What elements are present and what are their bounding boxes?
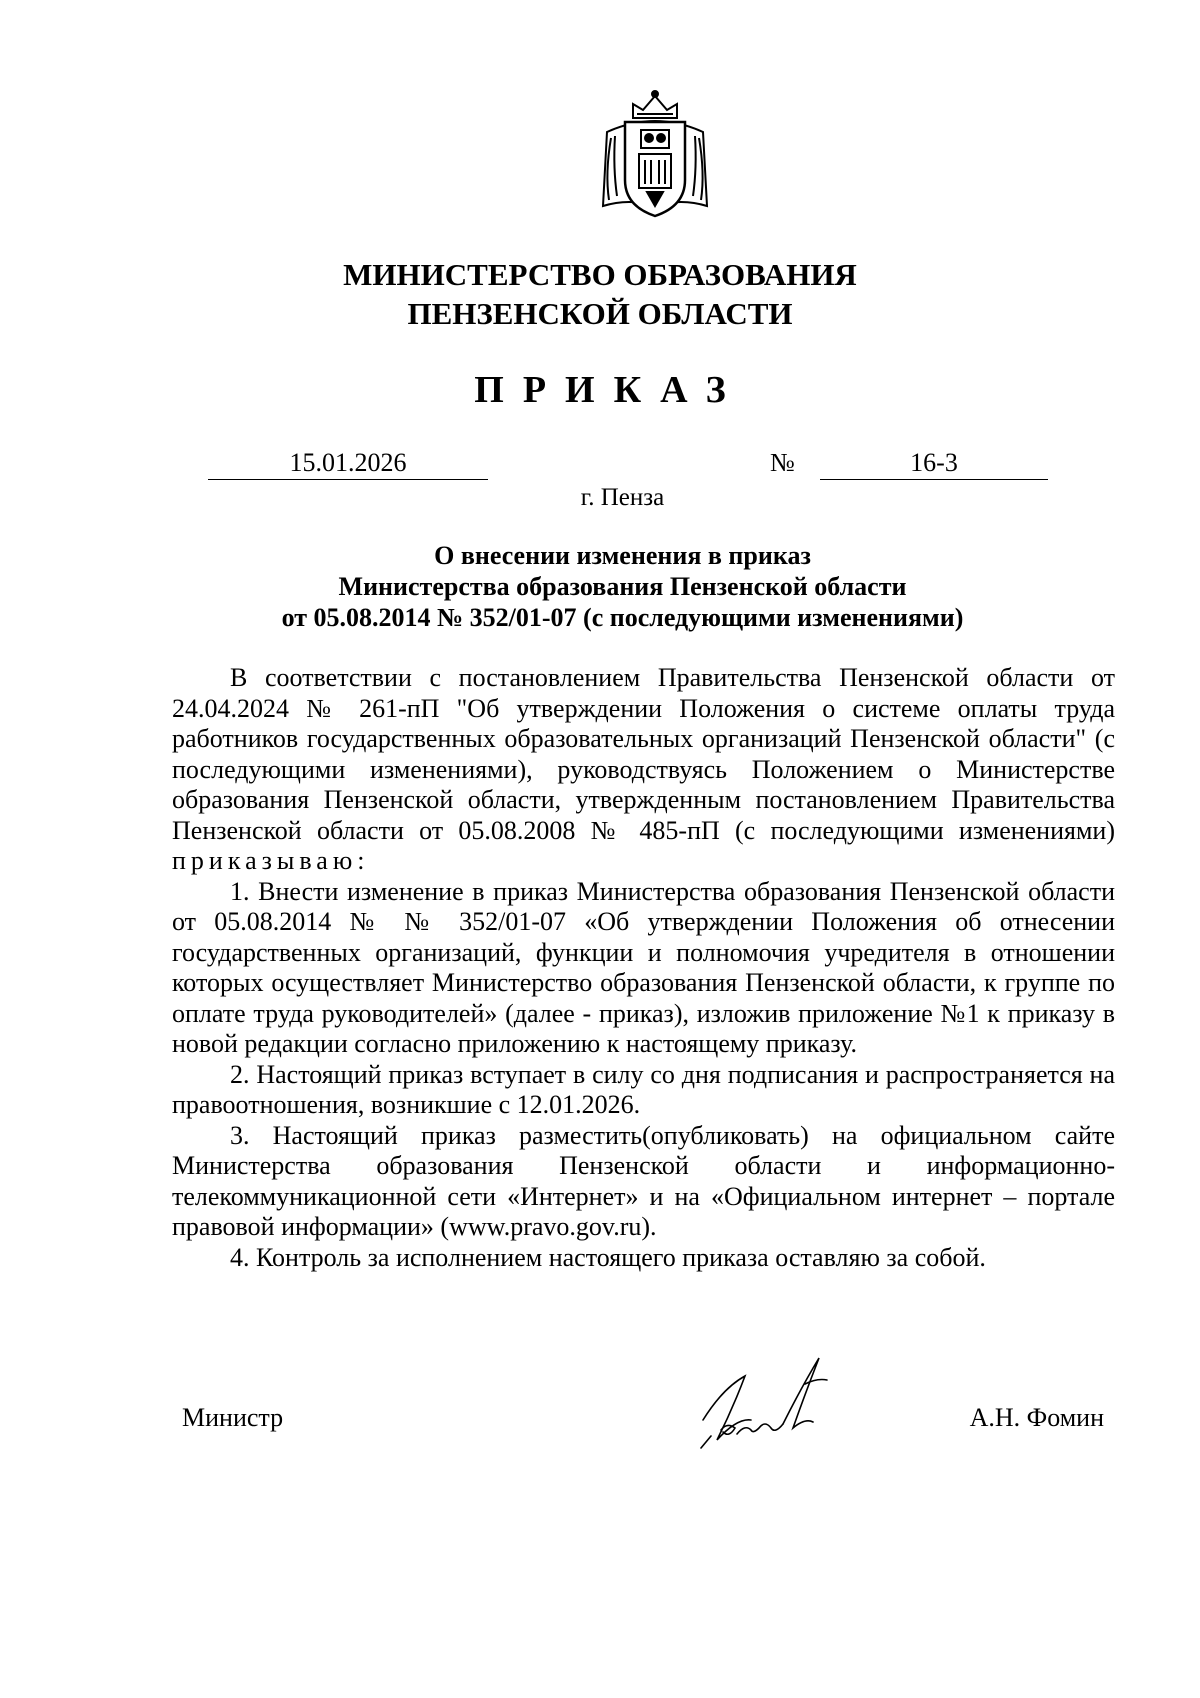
organization-name-line2: ПЕНЗЕНСКОЙ ОБЛАСТИ xyxy=(407,296,793,331)
order-body xyxy=(172,663,1115,1273)
item-3: 3. Настоящий приказ разместить(опубликовать) на официальном сайте Министерства образования Пензенской области и информационно-телекоммуникационной сети «Интернет» и на «Официальном интернет – портале правовой информации» (www.pravo.gov.ru). xyxy=(172,1120,1115,1241)
number-sign: № xyxy=(770,448,795,477)
order-date: 15.01.2026 xyxy=(208,447,488,480)
order-number: 16-3 xyxy=(820,447,1048,480)
city-label: г. Пенза xyxy=(580,484,665,511)
preamble-paragraph xyxy=(172,663,1115,877)
preamble-text: В соответствии с постановлением Правительства Пензенской области от 24.04.2024 № 261-пП "Об утверждении Положения о системе оплаты труда работников государственных образовательных организаций Пензенской области" (с последующими изменениями), руководствуясь Положением о Министерстве образования Пензенской области, утвержденным постановлением Правительства Пензенской области от 05.08.2008 № 485-пП (с последующими изменениями) xyxy=(172,663,1115,845)
signer-title: Министр xyxy=(182,1403,284,1432)
subject-line2: Министерства образования Пензенской области xyxy=(338,572,907,601)
subject-line3: от 05.08.2014 № 352/01-07 (с последующими изменениями) xyxy=(281,603,964,632)
order-word: приказываю: xyxy=(172,846,370,875)
subject-line1: О внесении изменения в приказ xyxy=(434,541,811,570)
organization-name-line1: МИНИСТЕРСТВО ОБРАЗОВАНИЯ xyxy=(343,257,857,292)
document-type-title: ПРИКАЗ xyxy=(474,369,745,411)
order-subject xyxy=(0,540,1200,633)
signer-name: А.Н. Фомин xyxy=(969,1403,1104,1432)
coat-of-arms-icon xyxy=(585,88,725,228)
item-2: 2. Настоящий приказ вступает в силу со дня подписания и распространяется на правоотношения, возникшие с 12.01.2026. xyxy=(172,1059,1115,1119)
item-4: 4. Контроль за исполнением настоящего приказа оставляю за собой. xyxy=(230,1242,986,1272)
signature-icon xyxy=(693,1348,843,1458)
item-1: 1. Внести изменение в приказ Министерства образования Пензенской области от 05.08.2014 № № 352/01-07 «Об утверждении Положения об отнесении государственных организаций, функции и полномочия учредителя в отношении которых осуществляет Министерство образования Пензенской области, к группе по оплате труда руководителей» (далее - приказ), изложив приложение №1 к приказу в новой редакции согласно приложению к настоящему приказу. xyxy=(172,876,1115,1058)
